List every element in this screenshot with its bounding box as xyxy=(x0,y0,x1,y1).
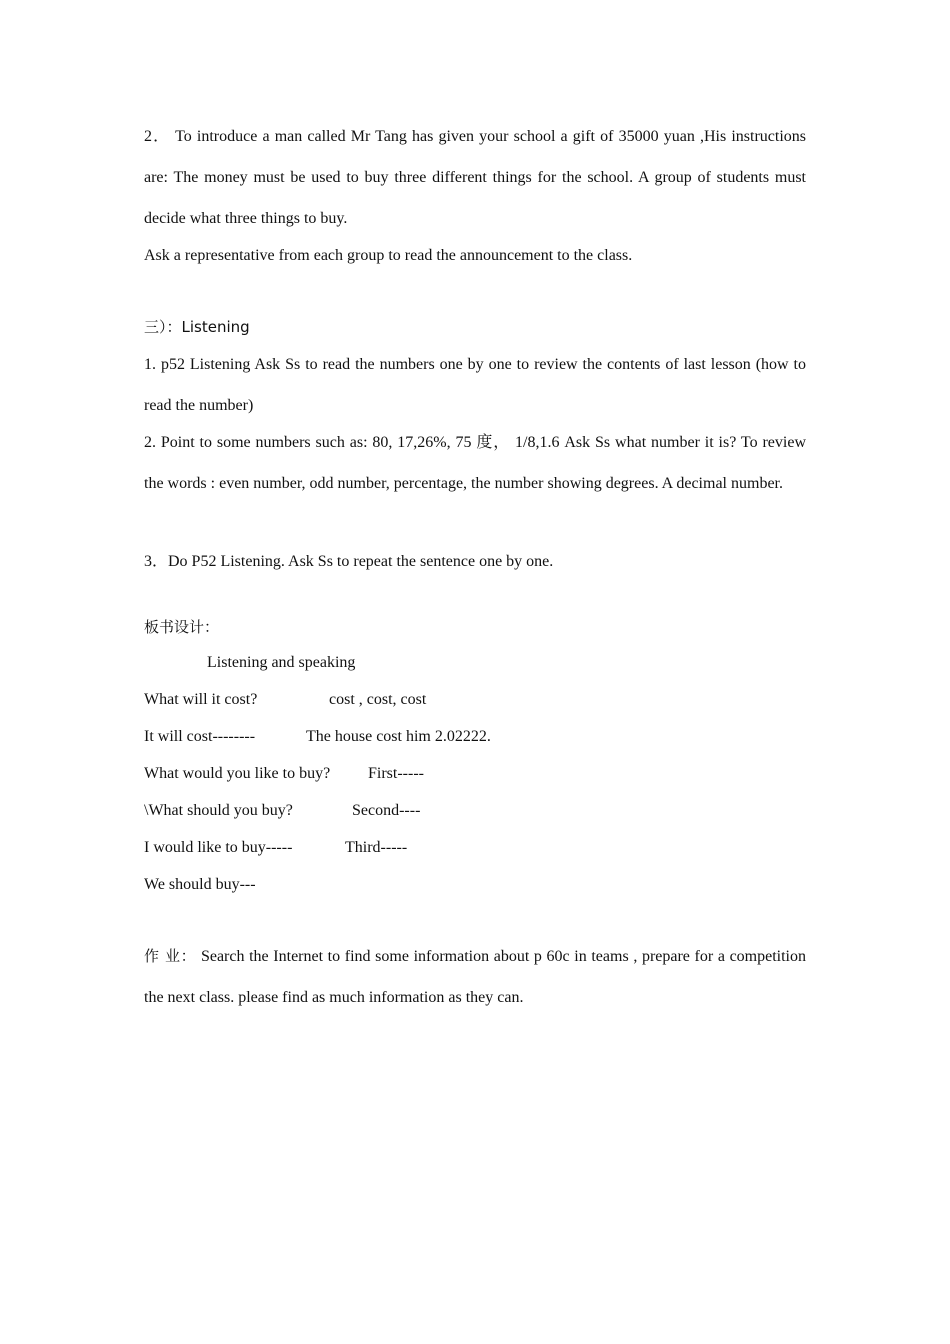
homework-label: 作 业： xyxy=(144,947,197,965)
board-title: Listening and speaking xyxy=(207,654,356,671)
board-row-right: Third----- xyxy=(345,839,408,856)
board-row-right: cost , cost, cost xyxy=(329,691,427,708)
board-row-left: \What should you buy? xyxy=(144,802,293,819)
board-row-left: What will it cost? xyxy=(144,691,258,708)
listening-item-2: 2. Point to some numbers such as: 80, 17,26%, 75 度， 1/8,1.6 Ask Ss what number it is? To review the words : even number, odd number, percentage, the number showing degrees. A decimal number. xyxy=(144,434,806,492)
intro-paragraph: 2． To introduce a man called Mr Tang has given your school a gift of 35000 yuan ,His instructions are: The money must be used to buy three different things for the school. A group of students must decide what three things to buy. xyxy=(144,128,806,227)
listening-item-3: 3．Do P52 Listening. Ask Ss to repeat the sentence one by one. xyxy=(144,553,554,570)
board-row-left: It will cost-------- xyxy=(144,728,256,745)
board-row-left: We should buy--- xyxy=(144,876,256,893)
board-row-right: The house cost him 2.02222. xyxy=(306,728,491,745)
board-row-right: Second---- xyxy=(352,802,421,819)
listening-heading: 三）：Listening xyxy=(144,318,250,336)
board-row-left: I would like to buy----- xyxy=(144,839,293,856)
ask-representative-line: Ask a representative from each group to read the announcement to the class. xyxy=(144,247,633,264)
board-row-left: What would you like to buy? xyxy=(144,765,331,782)
board-row-right: First----- xyxy=(368,765,424,782)
listening-item-1: 1. p52 Listening Ask Ss to read the numbers one by one to review the contents of last lesson (how to read the number) xyxy=(144,356,806,414)
homework-paragraph xyxy=(144,936,806,1018)
board-design-heading: 板书设计： xyxy=(144,618,220,636)
homework-text: Search the Internet to find some information about p 60c in teams , prepare for a competition the next class. please find as much information as they can. xyxy=(144,948,806,1006)
